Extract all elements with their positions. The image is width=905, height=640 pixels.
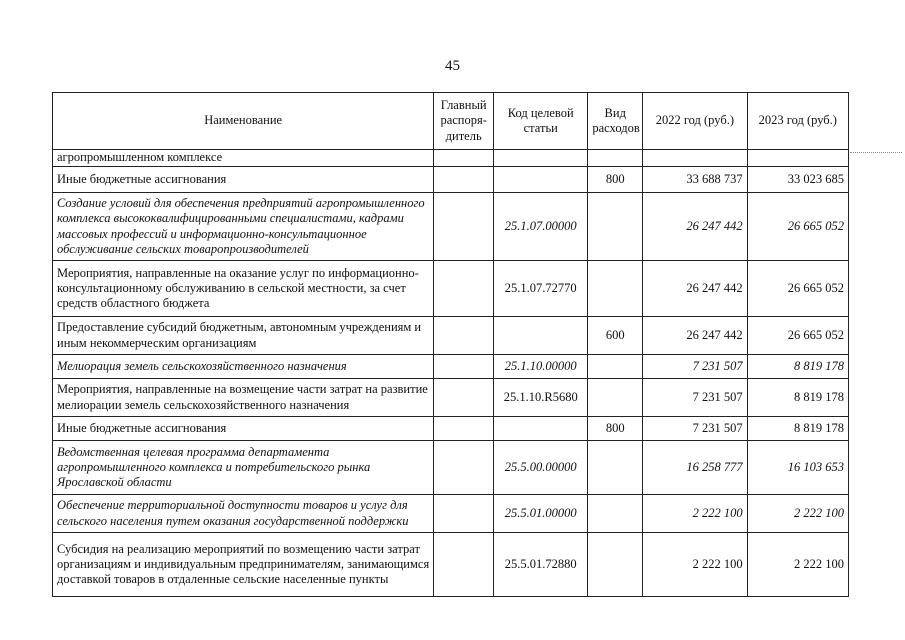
row-2023: 8 819 178 — [747, 417, 848, 441]
row-name: Обеспечение территориальной доступности товаров и услуг для сельского населения путем оказания государственной поддержки — [53, 495, 434, 533]
table-header-row — [53, 93, 849, 150]
row-2022: 2 222 100 — [643, 533, 747, 597]
table-row — [53, 533, 849, 597]
header-main-manager: Главный распоря-дитель — [434, 93, 494, 150]
row-code — [494, 150, 588, 167]
row-name: Создание условий для обеспечения предприятий агропромышленного комплекса высококвалифицированными специалистами, кадрами массовых профессий и информационно-консультационное обслуживание сельских товаропроизводителей — [53, 193, 434, 261]
row-main — [434, 495, 494, 533]
row-main — [434, 261, 494, 317]
row-type: 600 — [588, 317, 643, 355]
row-type — [588, 379, 643, 417]
table-row — [53, 193, 849, 261]
row-name: Ведомственная целевая программа департамента агропромышленного комплекса и потребительского рынка Ярославской области — [53, 441, 434, 495]
row-name: Иные бюджетные ассигнования — [53, 167, 434, 193]
table-row — [53, 167, 849, 193]
header-year-2022: 2022 год (руб.) — [643, 93, 747, 150]
table-row — [53, 417, 849, 441]
row-type: 800 — [588, 417, 643, 441]
row-type — [588, 193, 643, 261]
table-row — [53, 441, 849, 495]
row-2023: 16 103 653 — [747, 441, 848, 495]
row-type — [588, 533, 643, 597]
row-2022 — [643, 150, 747, 167]
row-main — [434, 379, 494, 417]
row-2022: 26 247 442 — [643, 261, 747, 317]
table-row — [53, 355, 849, 379]
table-row — [53, 317, 849, 355]
row-main — [434, 533, 494, 597]
table-row — [53, 495, 849, 533]
row-2023: 8 819 178 — [747, 379, 848, 417]
row-2023: 33 023 685 — [747, 167, 848, 193]
row-name: Мероприятия, направленные на оказание услуг по информационно-консультационному обслуживанию в сельской местности, за счет средств областного бюджета — [53, 261, 434, 317]
row-name: Мелиорация земель сельскохозяйственного назначения — [53, 355, 434, 379]
table-row — [53, 261, 849, 317]
row-2023: 26 665 052 — [747, 261, 848, 317]
header-name: Наименование — [53, 93, 434, 150]
row-2023: 2 222 100 — [747, 533, 848, 597]
header-expense-type: Вид расходов — [588, 93, 643, 150]
row-main — [434, 355, 494, 379]
row-code — [494, 317, 588, 355]
row-2022: 16 258 777 — [643, 441, 747, 495]
row-type — [588, 355, 643, 379]
row-code: 25.1.07.72770 — [494, 261, 588, 317]
row-type — [588, 441, 643, 495]
row-2022: 26 247 442 — [643, 317, 747, 355]
row-2022: 7 231 507 — [643, 355, 747, 379]
header-target-code: Код целевой статьи — [494, 93, 588, 150]
row-2022: 2 222 100 — [643, 495, 747, 533]
row-code: 25.1.07.00000 — [494, 193, 588, 261]
row-name: агропромышленном комплексе — [53, 150, 434, 167]
row-code: 25.5.00.00000 — [494, 441, 588, 495]
row-2023: 8 819 178 — [747, 355, 848, 379]
row-code — [494, 417, 588, 441]
row-2023: 26 665 052 — [747, 193, 848, 261]
row-code — [494, 167, 588, 193]
scan-artifact-dotted-line — [850, 152, 902, 153]
row-type: 800 — [588, 167, 643, 193]
budget-table — [52, 92, 849, 597]
row-2022: 7 231 507 — [643, 417, 747, 441]
row-2022: 33 688 737 — [643, 167, 747, 193]
row-code: 25.1.10.R5680 — [494, 379, 588, 417]
row-2023: 26 665 052 — [747, 317, 848, 355]
header-year-2023: 2023 год (руб.) — [747, 93, 848, 150]
row-main — [434, 441, 494, 495]
row-code: 25.1.10.00000 — [494, 355, 588, 379]
table-row — [53, 379, 849, 417]
row-type — [588, 495, 643, 533]
row-2023: 2 222 100 — [747, 495, 848, 533]
table-row — [53, 150, 849, 167]
row-2022: 26 247 442 — [643, 193, 747, 261]
row-name: Предоставление субсидий бюджетным, автономным учреждениям и иным некоммерческим организациям — [53, 317, 434, 355]
page-number: 45 — [445, 58, 460, 74]
row-type — [588, 261, 643, 317]
row-code: 25.5.01.72880 — [494, 533, 588, 597]
row-name: Субсидия на реализацию мероприятий по возмещению части затрат организациям и индивидуальным предпринимателям, занимающимся доставкой товаров в отдаленные сельские населенные пункты — [53, 533, 434, 597]
row-main — [434, 167, 494, 193]
row-name: Мероприятия, направленные на возмещение части затрат на развитие мелиорации земель сельскохозяйственного назначения — [53, 379, 434, 417]
row-code: 25.5.01.00000 — [494, 495, 588, 533]
row-name: Иные бюджетные ассигнования — [53, 417, 434, 441]
row-2022: 7 231 507 — [643, 379, 747, 417]
row-2023 — [747, 150, 848, 167]
row-main — [434, 317, 494, 355]
row-main — [434, 417, 494, 441]
row-main — [434, 150, 494, 167]
row-type — [588, 150, 643, 167]
row-main — [434, 193, 494, 261]
